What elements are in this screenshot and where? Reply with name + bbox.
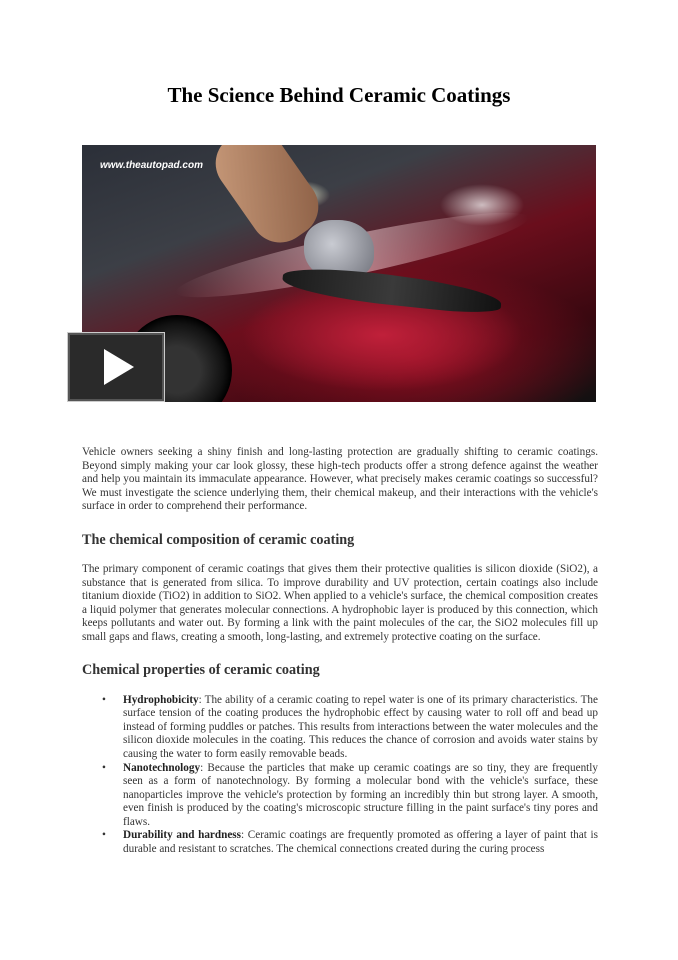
list-item	[123, 694, 598, 762]
cloth-image-part	[281, 264, 503, 317]
list-item	[123, 762, 598, 830]
intro-paragraph: Vehicle owners seeking a shiny finish and long-lasting protection are gradually shifting to ceramic coatings. Beyond simply making your car look glossy, these high-tech products offer a strong defence against the weather and help you maintain its immaculate appearance. However, what precisely makes ceramic coatings so successful? We must investigate the science underlying them, their chemical makeup, and their interactions with the vehicle's surface in order to comprehend their performance.	[82, 446, 598, 513]
list-item-text: : The ability of a ceramic coating to repel water is one of its primary characteristics. The surface tension of the coating produces the hydrophobic effect by causing water to roll off and bead up instead of forming puddles or patches. This results from interactions between the water molecules and the silicon dioxide molecules in the coating. This reduces the chance of corrosion and avoids water stains by causing the water to form easily removable beads.	[123, 693, 598, 760]
section-heading: The chemical composition of ceramic coating	[82, 531, 355, 548]
play-icon	[102, 347, 136, 387]
section-paragraph: The primary component of ceramic coatings that gives them their protective qualities is silicon dioxide (SiO2), a substance that is generated from silica. To improve durability and UV protection, certain coatings also include titanium dioxide (TiO2) in addition to SiO2. When applied to a vehicle's surface, the chemical composition creates a liquid polymer that generates molecular connections. A hydrophobic layer is produced by this connection, which keeps pollutants and water out. By forming a link with the paint molecules of the car, the SiO2 molecules fill up small gaps and flaws, creating a smooth, long-lasting, and extremely protective coating on the surface.	[82, 562, 598, 643]
list-item-term: Hydrophobicity	[123, 693, 199, 706]
page-title: The Science Behind Ceramic Coatings	[167, 83, 511, 107]
section-heading: Chemical properties of ceramic coating	[82, 661, 320, 678]
list-item	[123, 829, 598, 856]
list-item-text: : Because the particles that make up ceramic coatings are so tiny, they are frequently seen as a form of nanotechnology. By forming a molecular bond with the vehicle's surface, these nanoparticles improve the vehicle's protection by forming an incredibly thin but strong layer. A smooth, even finish is produced by the coating's microscopic structure filling in the paint surface's tiny pores and flaws.	[123, 761, 598, 828]
list-item-text: : Ceramic coatings are frequently promoted as offering a layer of paint that is durable and resistant to scratches. The chemical connections created during the curing process	[123, 829, 598, 856]
list-item-term: Nanotechnology	[123, 761, 201, 774]
list-item-term: Durability and hardness	[123, 829, 242, 842]
watermark: www.theautopad.com	[100, 160, 203, 171]
article-body	[82, 446, 598, 857]
properties-list	[82, 694, 598, 857]
play-button[interactable]	[67, 332, 165, 402]
